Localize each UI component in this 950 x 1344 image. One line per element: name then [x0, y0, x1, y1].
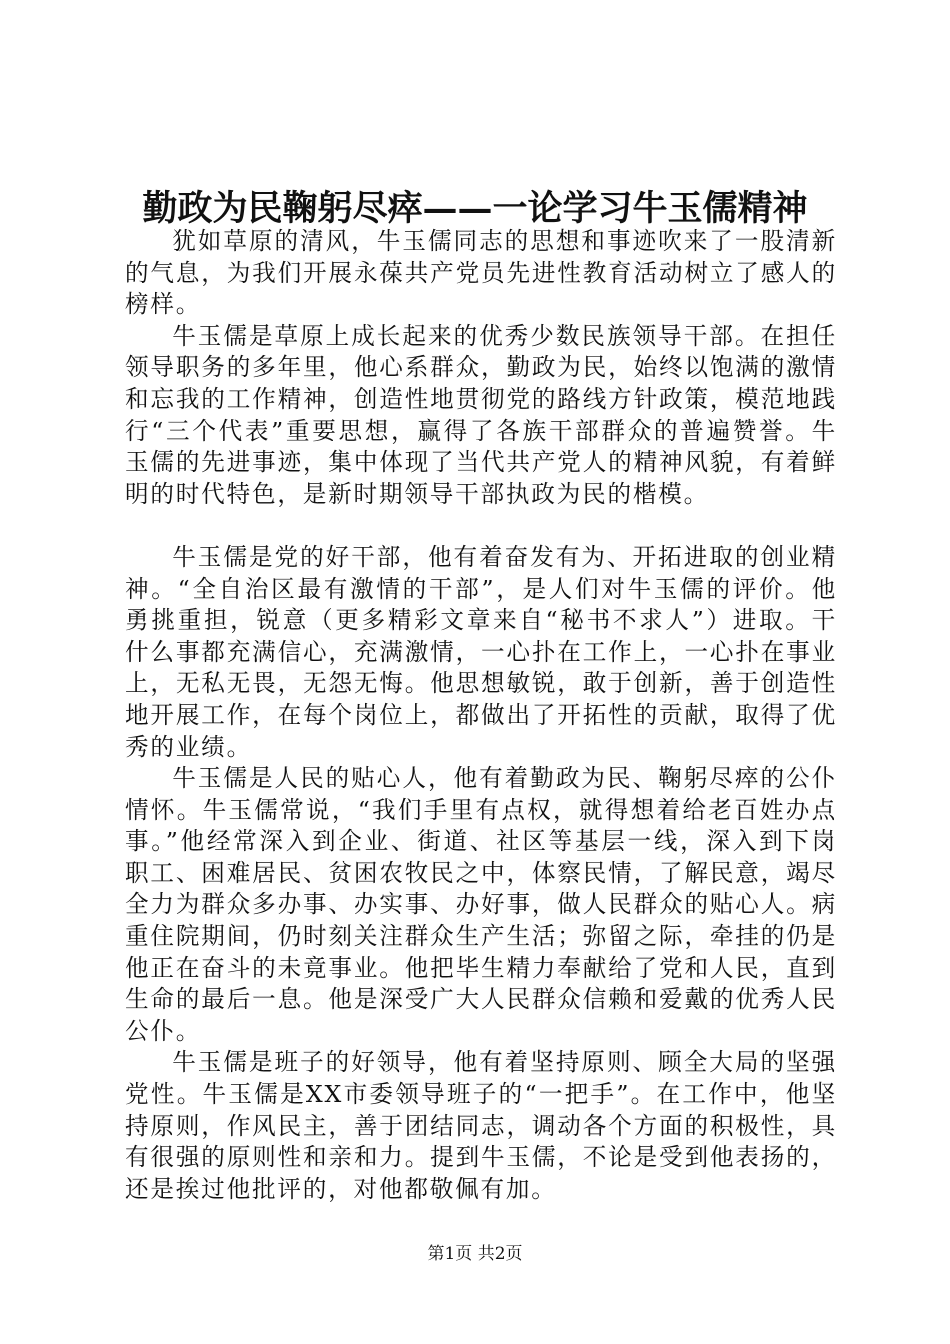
paragraph-3: 牛玉儒是党的好干部，他有着奋发有为、开拓进取的创业精神。“全自治区最有激情的干部”，是人们对牛玉儒的评价。他勇挑重担，锐意（更多精彩文章来自“秘书不求人”）进取。干什么事都充满信心，充满激情，一心扑在工作上，一心扑在事业上，无私无畏，无怨无悔。他思想敏锐，敢于创新，善于创造性地开展工作，在每个岗位上，都做出了开拓性的贡献，取得了优秀的业绩。: [125, 542, 837, 761]
page-number-footer: 第1页 共2页: [427, 1244, 523, 1264]
paragraph-4: 牛玉儒是人民的贴心人，他有着勤政为民、鞠躬尽瘁的公仆情怀。牛玉儒常说，“我们手里有点权，就得想着给老百姓办点事。”他经常深入到企业、街道、社区等基层一线，深入到下岗职工、困难居民、贫困农牧民之中，体察民情，了解民意，竭尽全力为群众多办事、办实事、办好事，做人民群众的贴心人。病重住院期间，仍时刻关注群众生产生活；弥留之际，牵挂的仍是他正在奋斗的未竟事业。他把毕生精力奉献给了党和人民，直到生命的最后一息。他是深受广大人民群众信赖和爱戴的优秀人民公仆。: [125, 764, 837, 1045]
paragraph-5: 牛玉儒是班子的好领导，他有着坚持原则、顾全大局的坚强党性。牛玉儒是XX市委领导班子的“一把手”。在工作中，他坚持原则，作风民主，善于团结同志，调动各个方面的积极性，具有很强的原则性和亲和力。提到牛玉儒，不论是受到他表扬的，还是挨过他批评的，对他都敬佩有加。: [125, 1048, 837, 1203]
paragraph-2: 牛玉儒是草原上成长起来的优秀少数民族领导干部。在担任领导职务的多年里，他心系群众，勤政为民，始终以饱满的激情和忘我的工作精神，创造性地贯彻党的路线方针政策，模范地践行“三个代表”重要思想，赢得了各族干部群众的普遍赞誉。牛玉儒的先进事迹，集中体现了当代共产党人的精神风貌，有着鲜明的时代特色，是新时期领导干部执政为民的楷模。: [125, 321, 837, 508]
document-body: [125, 226, 837, 1205]
document-title: 勤政为民鞠躬尽瘁——一论学习牛玉儒精神: [142, 188, 808, 229]
paragraph-1: 犹如草原的清风，牛玉儒同志的思想和事迹吹来了一股清新的气息，为我们开展永葆共产党员先进性教育活动树立了感人的榜样。: [125, 227, 837, 319]
